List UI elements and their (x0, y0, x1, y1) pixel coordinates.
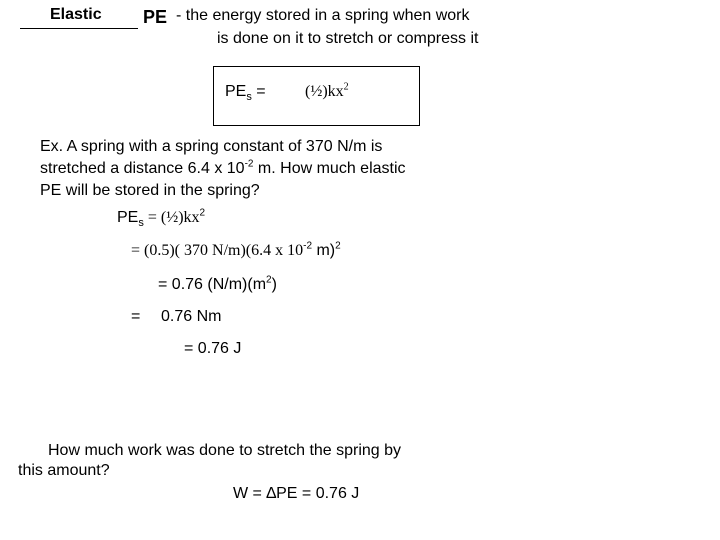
solution-step-4-value: 0.76 Nm (161, 308, 222, 325)
definition-line-1: - the energy stored in a spring when work (176, 7, 470, 24)
solution-step-3: = 0.76 $(N/m)(m^2)$ (158, 274, 277, 293)
solution-step-1: $PE_s$ = $(\frac{1}{2})kx^2$ (117, 207, 206, 230)
example-line-1: Ex. A spring with a spring constant of 370 N/m is (40, 138, 383, 155)
example-problem (40, 136, 480, 202)
definition-line-2: is done on it to stretch or compress it (217, 30, 479, 47)
formula-lhs: $PE_s$ = (225, 83, 266, 104)
solution-step-5: = 0.76 J (184, 340, 242, 357)
solution-step-2: = (0.5)( 370 N/m)(6.4 x $10^{-2}$ m)$^2$ (131, 240, 341, 259)
formula-rhs: $(\frac{1}{2})kx^2$ (305, 81, 349, 100)
example-line-2: stretched a distance 6.4 x $10^{-2}$ m. How much elastic (40, 158, 406, 177)
question-answer: W = ∆PE = 0.76 J (233, 485, 360, 502)
question-line-1: How much work was done to stretch the spring by (48, 442, 402, 459)
blank-answer-word: Elastic (50, 6, 102, 23)
question-line-2: this amount? (18, 462, 110, 479)
example-line-3: PE will be stored in the spring? (40, 182, 260, 199)
solution-step-4-equals: = (131, 308, 141, 325)
term-label: PE (143, 7, 168, 27)
